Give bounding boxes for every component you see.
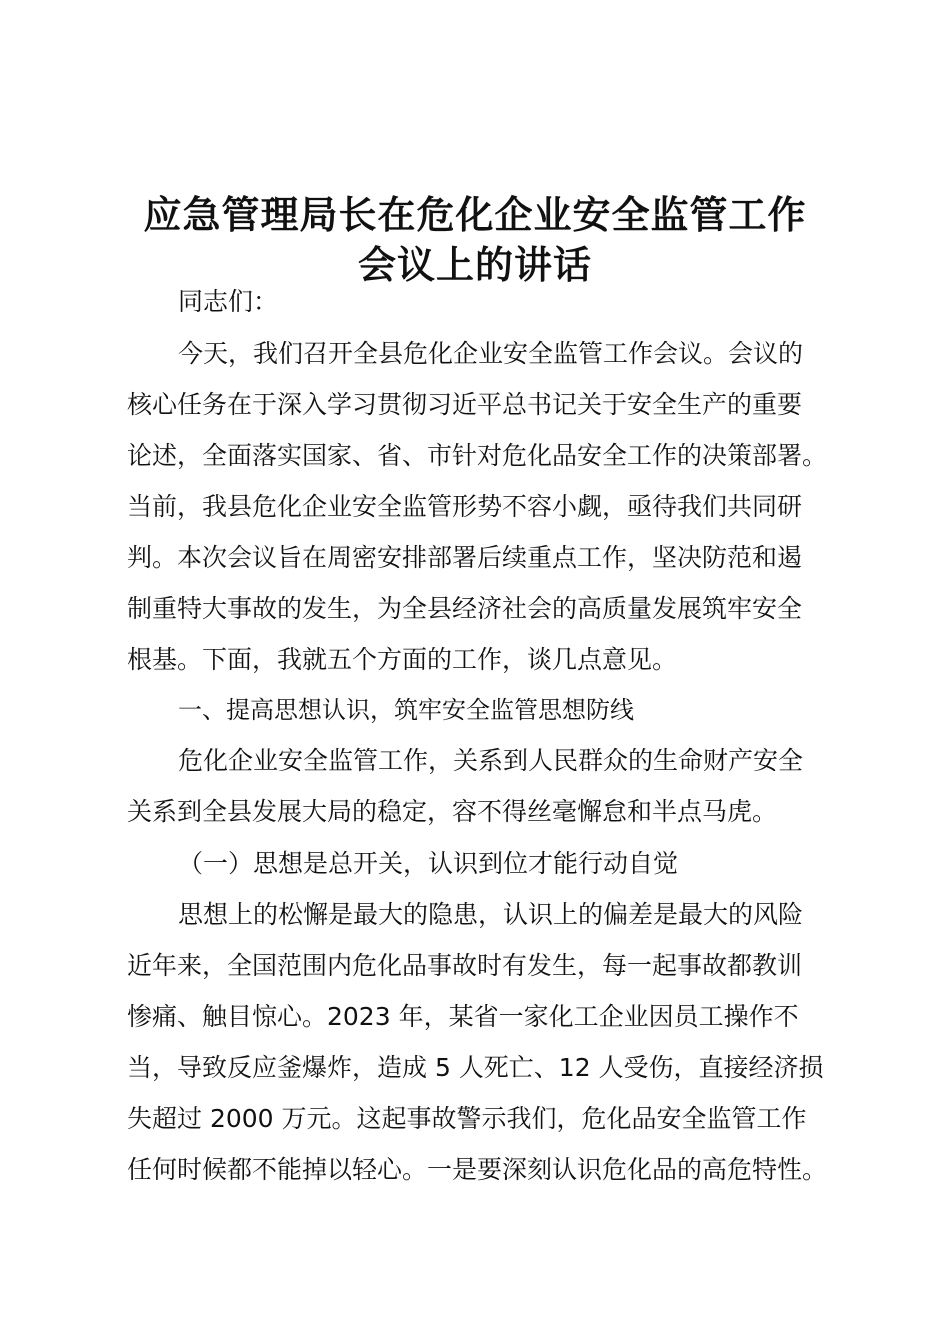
paragraph-line: 制重特大事故的发生，为全县经济社会的高质量发展筑牢安全 bbox=[127, 594, 803, 623]
paragraph-line: 核心任务在于深入学习贯彻习近平总书记关于安全生产的重要 bbox=[127, 390, 803, 419]
paragraph-line: 判。本次会议旨在周密安排部署后续重点工作，坚决防范和遏 bbox=[127, 543, 803, 572]
paragraph-line: 失超过 2000 万元。这起事故警示我们，危化品安全监管工作 bbox=[127, 1104, 807, 1133]
subsection-heading-1: （一）思想是总开关，认识到位才能行动自觉 bbox=[178, 849, 679, 878]
paragraph-line: 当，导致反应釜爆炸，造成 5 人死亡、12 人受伤，直接经济损 bbox=[127, 1053, 824, 1082]
paragraph-line: 惨痛、触目惊心。2023 年，某省一家化工企业因员工操作不 bbox=[127, 1002, 799, 1031]
section-heading-1: 一、提高思想认识，筑牢安全监管思想防线 bbox=[178, 696, 634, 724]
paragraph-line: 当前，我县危化企业安全监管形势不容小觑，亟待我们共同研 bbox=[127, 492, 803, 521]
paragraph-line: 危化企业安全监管工作，关系到人民群众的生命财产安全 bbox=[178, 746, 804, 775]
paragraph-line: 近年来，全国范围内危化品事故时有发生，每一起事故都教训 bbox=[127, 951, 803, 980]
paragraph-line: 论述，全面落实国家、省、市针对危化品安全工作的决策部署。 bbox=[127, 441, 828, 470]
paragraph-line: 任何时候都不能掉以轻心。一是要深刻认识危化品的高危特性。 bbox=[127, 1155, 828, 1184]
paragraph-line: 思想上的松懈是最大的隐患，认识上的偏差是最大的风险 bbox=[178, 900, 804, 929]
paragraph-line: 关系到全县发展大局的稳定，容不得丝毫懈怠和半点马虎。 bbox=[127, 797, 778, 826]
document-title-line-2: 会议上的讲话 bbox=[357, 242, 592, 287]
paragraph-line: 根基。下面，我就五个方面的工作，谈几点意见。 bbox=[127, 645, 678, 674]
document-title-line-1: 应急管理局长在危化企业安全监管工作 bbox=[143, 192, 807, 237]
salutation: 同志们： bbox=[178, 287, 279, 316]
paragraph-line: 今天，我们召开全县危化企业安全监管工作会议。会议的 bbox=[178, 339, 804, 368]
